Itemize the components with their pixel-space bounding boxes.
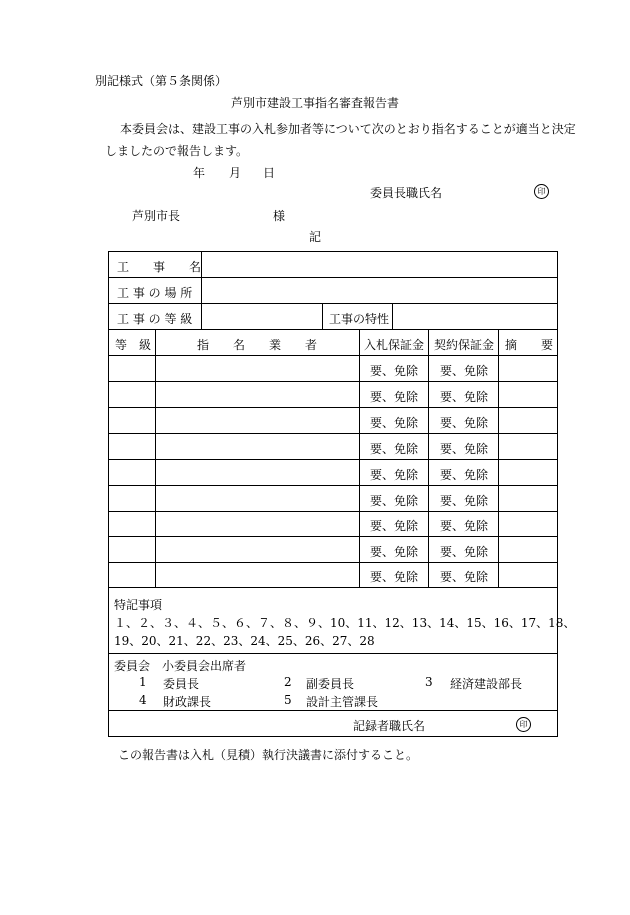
member-title: 経済建設部長: [450, 677, 523, 691]
intro-text-line2: しましたので報告します。: [105, 144, 249, 158]
work-grade-label: 工 事 の 等 級: [117, 312, 193, 326]
bid-bond-option: 要、免除: [370, 390, 419, 404]
document-title: 芦別市建設工事指名審査報告書: [230, 96, 399, 110]
contract-bond-option: 要、免除: [440, 390, 489, 404]
work-name-label: 工 事 名: [117, 260, 202, 274]
recorder-name-label: 記録者職氏名: [353, 719, 426, 733]
bid-bond-option: 要、免除: [370, 364, 419, 378]
date-month-label: 月: [229, 166, 242, 180]
committee-title: 委員会 小委員会出席者: [114, 659, 247, 673]
date-day-label: 日: [263, 166, 276, 180]
contract-bond-option: 要、免除: [440, 494, 489, 508]
contract-bond-option: 要、免除: [440, 442, 489, 456]
member-title: 財政課長: [163, 695, 212, 709]
col-bid-bond-header: 入札保証金: [364, 338, 425, 352]
bid-bond-option: 要、免除: [370, 519, 419, 533]
member-number: 3: [425, 675, 433, 689]
contract-bond-option: 要、免除: [440, 545, 489, 559]
contract-bond-option: 要、免除: [440, 570, 489, 584]
work-place-label: 工 事 の 場 所: [117, 286, 193, 300]
bid-bond-option: 要、免除: [370, 416, 419, 430]
intro-text-line1: 本委員会は、建設工事の入札参加者等について次のとおり指名することが適当と決定: [120, 122, 576, 136]
form-label: 別記様式（第５条関係）: [95, 74, 228, 88]
member-title: 委員長: [163, 677, 200, 691]
date-year-label: 年: [193, 166, 206, 180]
seal-icon: 印: [534, 184, 549, 199]
honorific-label: 様: [273, 209, 286, 223]
member-number: 2: [284, 675, 292, 689]
seal-icon: 印: [516, 717, 531, 732]
contract-bond-option: 要、免除: [440, 468, 489, 482]
member-number: 5: [284, 693, 292, 707]
report-table: [108, 251, 576, 737]
bid-bond-option: 要、免除: [370, 570, 419, 584]
contract-bond-option: 要、免除: [440, 416, 489, 430]
col-remarks-header: 摘 要: [505, 338, 554, 352]
footer-note: この報告書は入札（見積）執行決議書に添付すること。: [118, 748, 419, 762]
bid-bond-option: 要、免除: [370, 545, 419, 559]
member-title: 設計主管課長: [306, 695, 379, 709]
col-grade-header: 等 級: [115, 338, 152, 352]
col-contractor-header: 指 名 業 者: [197, 338, 318, 352]
special-notes-title: 特記事項: [114, 598, 163, 612]
bid-bond-option: 要、免除: [370, 468, 419, 482]
contract-bond-option: 要、免除: [440, 364, 489, 378]
col-contract-bond-header: 契約保証金: [434, 338, 495, 352]
work-feature-label: 工事の特性: [329, 312, 390, 326]
member-number: 1: [139, 675, 147, 689]
member-number: 4: [139, 693, 147, 707]
contract-bond-option: 要、免除: [440, 519, 489, 533]
bid-bond-option: 要、免除: [370, 442, 419, 456]
mayor-label: 芦別市長: [132, 209, 181, 223]
chair-name-label: 委員長職氏名: [370, 186, 443, 200]
ki-label: 記: [308, 230, 321, 244]
special-notes-line1: １、２、３、４、５、６、７、８、９、10、11、12、13、14、15、16、17、18、: [114, 616, 576, 630]
special-notes-line2: 19、20、21、22、23、24、25、26、27、28: [114, 634, 375, 648]
bid-bond-option: 要、免除: [370, 494, 419, 508]
member-title: 副委員長: [306, 677, 355, 691]
